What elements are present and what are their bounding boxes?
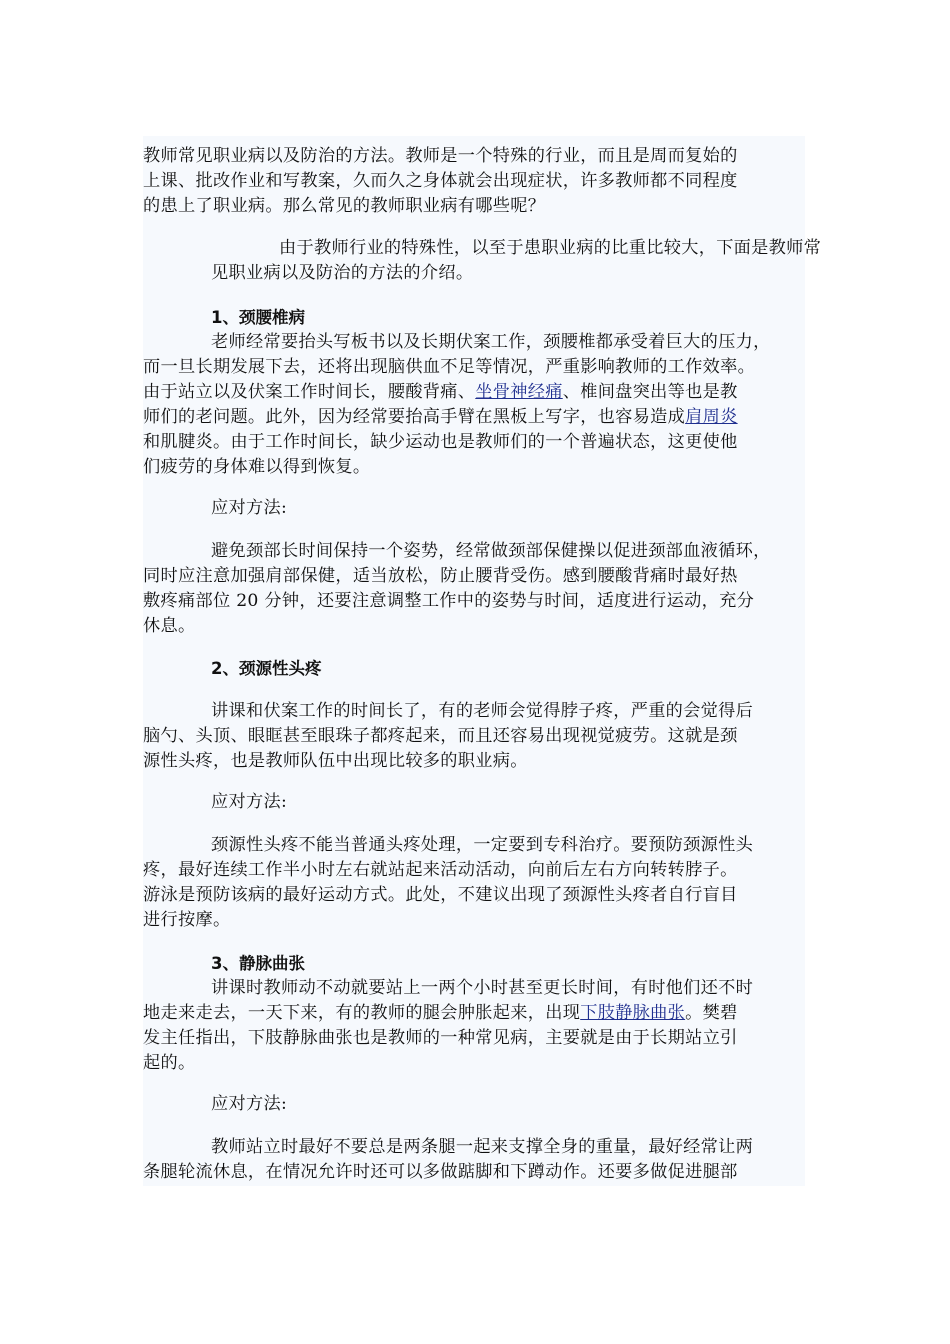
method-label — [143, 1092, 805, 1117]
section-2-method — [143, 833, 805, 933]
article-body — [143, 136, 822, 1186]
text-line: 应对方法: — [211, 1094, 288, 1114]
text-line: 们疲劳的身体难以得到恢复。 — [143, 457, 371, 477]
text-line: 老师经常要抬头写板书以及长期伏案工作，颈腰椎都承受着巨大的压力， — [211, 332, 771, 352]
text-line: 应对方法: — [211, 498, 288, 518]
text-fragment: 、椎间盘突出等也是教 — [562, 382, 738, 402]
section-heading-varicose-veins: 3、静脉曲张 — [211, 954, 305, 973]
text-line: 见职业病以及防治的方法的介绍。 — [211, 263, 474, 283]
text-line: 讲课和伏案工作的时间长了，有的老师会觉得脖子疼，严重的会觉得后 — [211, 701, 754, 721]
text-fragment: 由于站立以及伏案工作时间长，腰酸背痛、 — [143, 382, 476, 402]
text-line: 而一旦长期发展下去，还将出现脑供血不足等情况，严重影响教师的工作效率。 — [143, 357, 756, 377]
text-line: 颈源性头疼不能当普通头疼处理，一定要到专科治疗。要预防颈源性头 — [211, 835, 754, 855]
text-line: 发主任指出，下肢静脉曲张也是教师的一种常见病，主要就是由于长期站立引 — [143, 1028, 738, 1048]
text-fragment: 地走来走去，一天下来，有的教师的腿会肿胀起来，出现 — [143, 1003, 581, 1023]
text-line: 和肌腱炎。由于工作时间长，缺少运动也是教师们的一个普遍状态，这更使他 — [143, 432, 738, 452]
section-heading-cervicogenic-headache: 2、颈源性头疼 — [211, 659, 322, 678]
section-3-paragraph — [143, 976, 805, 1076]
method-label — [143, 790, 805, 815]
text-line — [143, 380, 805, 405]
section-1-method — [143, 539, 805, 639]
intro-paragraph — [143, 144, 805, 219]
text-line: 敷疼痛部位 20 分钟，还要注意调整工作中的姿势与时间，适度进行运动，充分 — [143, 591, 755, 611]
text-fragment: 。樊碧 — [685, 1003, 738, 1023]
text-line: 教师常见职业病以及防治的方法。教师是一个特殊的行业，而且是周而复始的 — [143, 146, 738, 166]
text-line: 源性头疼，也是教师队伍中出现比较多的职业病。 — [143, 751, 528, 771]
section-heading-cervical-lumbar: 1、颈腰椎病 — [211, 308, 305, 327]
text-line: 脑勺、头顶、眼眶甚至眼珠子都疼起来，而且还容易出现视觉疲劳。这就是颈 — [143, 726, 738, 746]
text-line: 休息。 — [143, 616, 196, 636]
text-line: 游泳是预防该病的最好运动方式。此处，不建议出现了颈源性头疼者自行盲目 — [143, 885, 738, 905]
text-fragment: 师们的老问题。此外，因为经常要抬高手臂在黑板上写字，也容易造成 — [143, 407, 686, 427]
text-line: 进行按摩。 — [143, 910, 231, 930]
varicose-veins-link[interactable]: 下肢静脉曲张 — [580, 1003, 686, 1023]
text-line: 讲课时教师动不动就要站上一两个小时甚至更长时间，有时他们还不时 — [211, 978, 754, 998]
sciatica-link[interactable]: 坐骨神经痛 — [475, 382, 563, 402]
lead-paragraph — [143, 236, 822, 286]
text-line: 由于教师行业的特殊性，以至于患职业病的比重比较大，下面是教师常 — [279, 238, 822, 258]
section-1-paragraph — [143, 330, 805, 480]
text-line — [143, 1001, 805, 1026]
text-line: 上课、批改作业和写教案，久而久之身体就会出现症状，许多教师都不同程度 — [143, 171, 738, 191]
text-line: 避免颈部长时间保持一个姿势，经常做颈部保健操以促进颈部血液循环， — [211, 541, 771, 561]
text-line: 起的。 — [143, 1053, 196, 1073]
text-line: 疼，最好连续工作半小时左右就站起来活动活动，向前后左右方向转转脖子。 — [143, 860, 738, 880]
text-line — [143, 405, 805, 430]
frozen-shoulder-link[interactable]: 肩周炎 — [685, 407, 738, 427]
text-line: 应对方法: — [211, 792, 288, 812]
method-label — [143, 496, 805, 521]
section-2-paragraph — [143, 699, 805, 774]
section-3-method — [143, 1135, 805, 1185]
text-line: 条腿轮流休息，在情况允许时还可以多做踮脚和下蹲动作。还要多做促进腿部 — [143, 1162, 738, 1182]
text-line: 的患上了职业病。那么常见的教师职业病有哪些呢？ — [143, 196, 546, 216]
text-line: 同时应注意加强肩部保健，适当放松，防止腰背受伤。感到腰酸背痛时最好热 — [143, 566, 738, 586]
text-line: 教师站立时最好不要总是两条腿一起来支撑全身的重量，最好经常让两 — [211, 1137, 754, 1157]
